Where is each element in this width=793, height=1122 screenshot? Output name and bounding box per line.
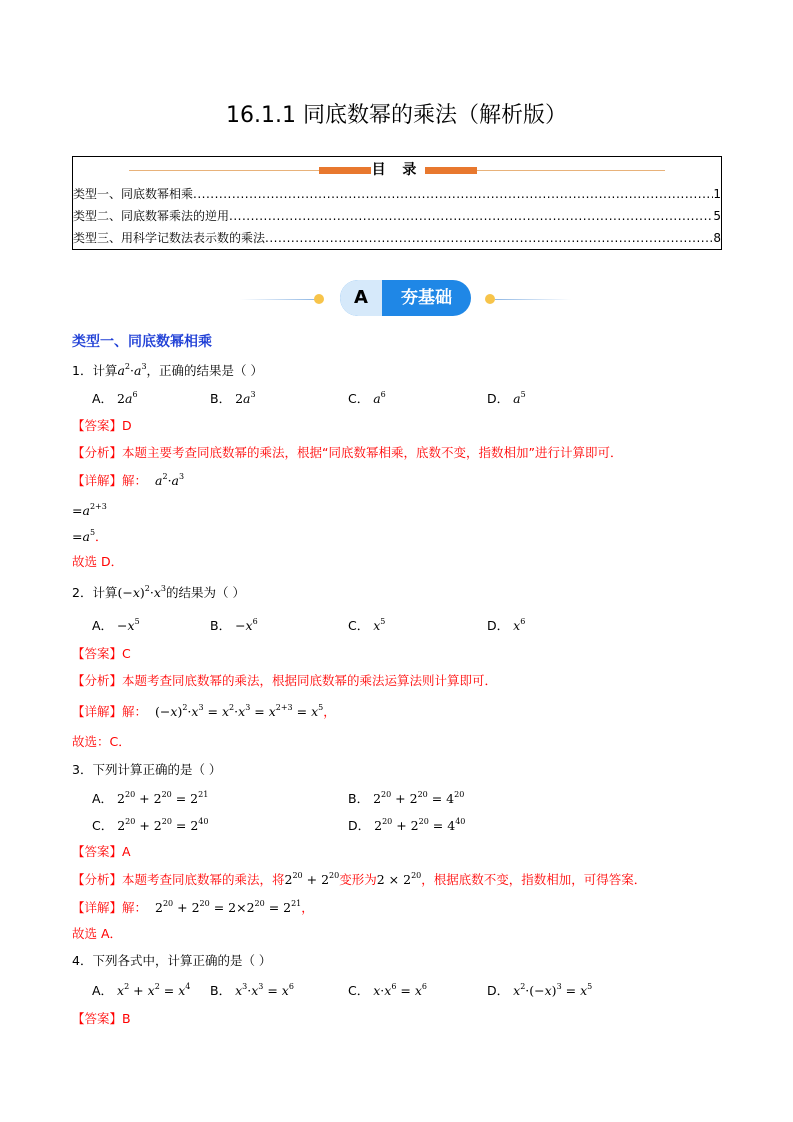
option-label: D．: [487, 391, 510, 406]
section-banner: [240, 280, 570, 318]
conclusion-2: 故选：C．: [72, 734, 131, 749]
question-text: 2．计算: [72, 585, 118, 600]
option-label: C．: [92, 818, 114, 833]
question-text: 的结果为（ ）: [166, 585, 245, 600]
option-label: A．: [92, 983, 114, 998]
option-d[interactable]: D． $2^{20} + 2^{20} = 4^{40}$: [348, 817, 466, 833]
option-label: C．: [348, 391, 370, 406]
analysis-text: 【分析】本题考查同底数幂的乘法，将: [72, 872, 285, 887]
answer-3: 【答案】A: [72, 844, 131, 859]
option-label: B．: [210, 391, 232, 406]
table-of-contents: [72, 156, 722, 250]
detail-1: 【详解】解： $a^2\cdot a^3$: [72, 472, 185, 488]
badge-letter: A: [340, 280, 382, 316]
conclusion-3: 故选 A．: [72, 926, 123, 941]
detail-3: 【详解】解： $2^{20} + 2^{20} = 2\times 2^{20} = 2^{21}$，: [72, 899, 314, 915]
option-b[interactable]: B． $2^{20} + 2^{20} = 4^{20}$: [348, 790, 465, 806]
conclusion-1: 故选 D．: [72, 554, 124, 569]
option-label: C．: [348, 618, 370, 633]
toc-entry[interactable]: [73, 229, 721, 247]
question-text: ，正确的结果是（ ）: [146, 363, 264, 378]
answer-4: 【答案】B: [72, 1011, 131, 1026]
option-label: A．: [92, 391, 114, 406]
banner-dot-right: [485, 294, 495, 304]
option-label: C．: [348, 983, 370, 998]
option-b[interactable]: B． $2a^3$: [210, 390, 256, 406]
option-label: A．: [92, 791, 114, 806]
banner-dot-left: [314, 294, 324, 304]
option-label: D．: [348, 818, 371, 833]
toc-header: [73, 159, 721, 181]
analysis-3: 【分析】本题考查同底数幂的乘法，将$2^{20} + 2^{20}$变形为$2 \times 2^{20}$，根据底数不变，指数相加，可得答案．: [72, 871, 647, 887]
analysis-text: ，根据底数不变，指数相加，可得答案．: [421, 872, 647, 887]
banner-line-left: [240, 299, 316, 300]
detail-label: 【详解】解：: [72, 704, 148, 719]
toc-leader: [265, 229, 713, 247]
option-label: D．: [487, 618, 510, 633]
toc-entry[interactable]: [73, 185, 721, 203]
option-a[interactable]: A． $-x^5$: [92, 617, 140, 633]
toc-entry-page: 8: [713, 231, 721, 245]
analysis-text: 变形为: [339, 872, 377, 887]
option-a[interactable]: A． $2a^6$: [92, 390, 138, 406]
analysis-2: 【分析】本题考查同底数幂的乘法，根据同底数幂的乘法运算法则计算即可．: [72, 673, 498, 688]
detail-label: 【详解】解：: [72, 900, 148, 915]
option-label: D．: [487, 983, 510, 998]
answer-1: 【答案】D: [72, 418, 132, 433]
banner-line-right: [495, 299, 571, 300]
toc-entry-page: 5: [713, 209, 721, 223]
option-label: A．: [92, 618, 114, 633]
question-3-stem: 3．下列计算正确的是（ ）: [72, 762, 222, 777]
question-text: 1．计算: [72, 363, 118, 378]
toc-entry-label: 类型一、同底数幂相乘: [73, 187, 194, 201]
page-title: 16.1.1 同底数幂的乘法（解析版）: [226, 103, 567, 128]
option-d[interactable]: D． $x^2\cdot(-x)^3 = x^5$: [487, 982, 593, 998]
toc-entry-page: 1: [713, 187, 721, 201]
analysis-1: 【分析】本题主要考查同底数幂的乘法，根据“同底数幂相乘，底数不变，指数相加”进行计算即可．: [72, 445, 623, 460]
option-c[interactable]: C． $a^6$: [348, 390, 386, 406]
step-2: $=a^5$．: [72, 528, 108, 544]
answer-2: 【答案】C: [72, 646, 131, 661]
option-label: B．: [210, 983, 232, 998]
question-2-stem: 2．计算$(-x)^2\cdot x^3$的结果为（ ）: [72, 584, 245, 600]
question-4-stem: 4．下列各式中，计算正确的是（ ）: [72, 953, 272, 968]
option-b[interactable]: B． $x^3\cdot x^3 = x^6$: [210, 982, 294, 998]
step-1: $=a^{2+3}$: [72, 502, 107, 518]
option-a[interactable]: A． $2^{20} + 2^{20} = 2^{21}$: [92, 790, 209, 806]
option-c[interactable]: C． $2^{20} + 2^{20} = 2^{40}$: [92, 817, 209, 833]
option-label: B．: [348, 791, 370, 806]
toc-leader: [193, 185, 713, 203]
detail-2: 【详解】解： $(-x)^2\cdot x^3 = x^2\cdot x^3 = x^{2+3} = x^5$，: [72, 703, 336, 719]
toc-entry-label: 类型二、同底数幂乘法的逆用: [73, 209, 230, 223]
option-a[interactable]: A． $x^2 + x^2 = x^4$: [92, 982, 191, 998]
option-b[interactable]: B． $-x^6$: [210, 617, 258, 633]
badge-text: 夯基础: [401, 288, 452, 308]
toc-heading: 目 录: [371, 162, 423, 178]
option-c[interactable]: C． $x^5$: [348, 617, 386, 633]
toc-entry-label: 类型三、用科学记数法表示数的乘法: [73, 231, 266, 245]
option-c[interactable]: C． $x\cdot x^6 = x^6$: [348, 982, 427, 998]
option-d[interactable]: D． $a^5$: [487, 390, 526, 406]
section-heading: 类型一、同底数幂相乘: [72, 334, 212, 350]
level-badge: [340, 280, 471, 316]
question-1-stem: 1．计算$a^2\cdot a^3$，正确的结果是（ ）: [72, 362, 264, 378]
option-label: B．: [210, 618, 232, 633]
toc-leader: [229, 207, 713, 225]
option-d[interactable]: D． $x^6$: [487, 617, 526, 633]
toc-entry[interactable]: [73, 207, 721, 225]
detail-label: 【详解】解：: [72, 473, 148, 488]
